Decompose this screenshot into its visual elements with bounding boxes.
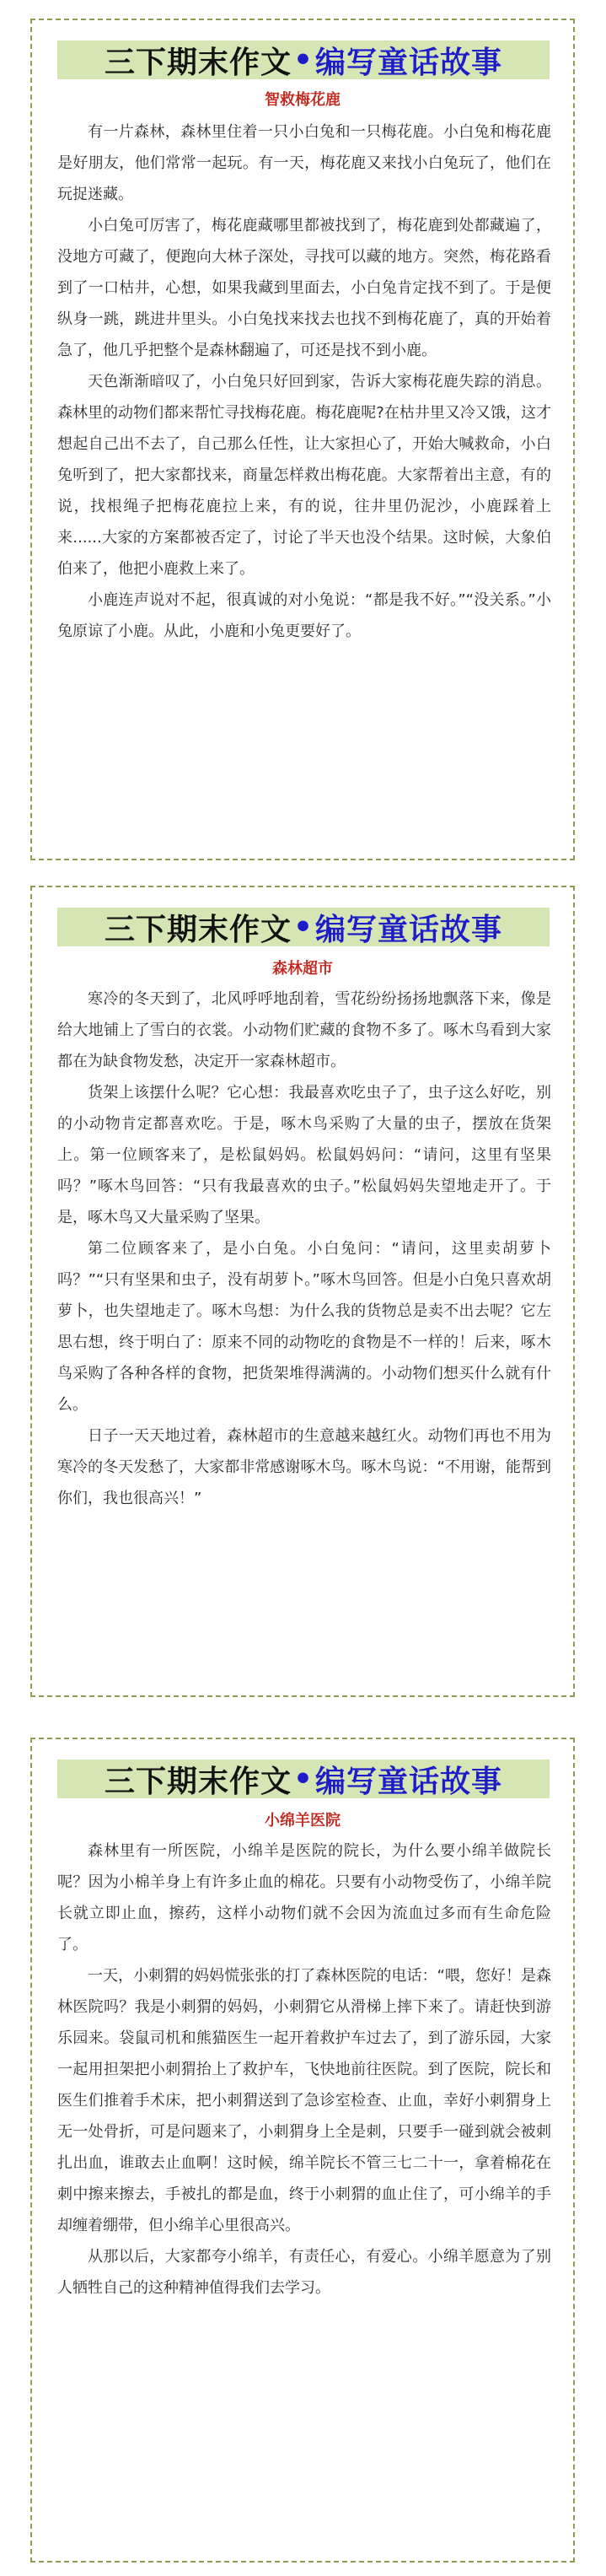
header-banner	[57, 908, 550, 946]
story-paragraph: 第二位顾客来了，是小白兔。小白兔问：“请问，这里卖胡萝卜吗？”“只有坚果和虫子，没有胡萝卜。”啄木鸟回答。但是小白兔只喜欢胡萝卜，也失望地走了。啄木鸟想：为什么我的货物总是卖不出去呢？它左思右想，终于明白了：原来不同的动物吃的食物是不一样的！后来，啄木鸟采购了各种各样的食物，把货架堆得满满的。小动物们想买什么就有什么。	[57, 1240, 551, 1414]
story-body	[57, 1835, 551, 2304]
story-card	[30, 19, 575, 860]
story-body	[57, 116, 551, 647]
banner-title: 三下期末作文	[104, 912, 292, 947]
banner-subtitle: 编写童话故事	[315, 912, 503, 947]
story-card	[30, 886, 575, 1697]
story-paragraph: 森林里有一所医院，小绵羊是医院的院长，为什么要小绵羊做院长呢？因为小棉羊身上有许多止血的棉花。只要有小动物受伤了，小绵羊院长就立即止血，擦药，这样小动物们就不会因为流血过多而有生命危险了。	[57, 1842, 551, 1954]
story-title: 智救梅花鹿	[265, 91, 341, 109]
story-paragraph: 日子一天天地过着，森林超市的生意越来越红火。动物们再也不用为寒冷的冬天发愁了，大家都非常感谢啄木鸟。啄木鸟说：“不用谢，能帮到你们，我也很高兴！”	[57, 1427, 551, 1507]
story-paragraph: 小白兔可厉害了，梅花鹿藏哪里都被找到了，梅花鹿到处都藏遍了，没地方可藏了，便跑向大林子深处，寻找可以藏的地方。突然，梅花路看到了一口枯井，心想，如果我藏到里面去，小白兔肯定找不到了。于是便纵身一跳，跳进井里头。小白兔找来找去也找不到梅花鹿了，真的开始着急了，他几乎把整个是森林翻遍了，可还是找不到小鹿。	[57, 217, 551, 359]
header-banner	[57, 1760, 550, 1798]
header-banner	[57, 40, 550, 79]
story-title: 森林超市	[272, 960, 333, 978]
story-card	[30, 1738, 575, 2563]
banner-dot: •	[292, 1761, 314, 1797]
story-paragraph: 从那以后，大家都夸小绵羊，有责任心，有爱心。小绵羊愿意为了别人牺牲自己的这种精神值得我们去学习。	[57, 2248, 551, 2297]
banner-title: 三下期末作文	[104, 1764, 292, 1799]
banner-title: 三下期末作文	[104, 45, 292, 80]
story-paragraph: 天色渐渐暗叹了，小白兔只好回到家，告诉大家梅花鹿失踪的消息。森林里的动物们都来帮忙寻找梅花鹿。梅花鹿呢?在枯井里又冷又饿，这才想起自己出不去了，自己那么任性，让大家担心了，开始大喊救命，小白兔听到了，把大家都找来，商量怎样救出梅花鹿。大家帮着出主意，有的说，找根绳子把梅花鹿拉上来，有的说，往井里仍泥沙，小鹿踩着上来......大家的方案都被否定了，讨论了半天也没个结果。这时候，大象伯伯来了，他把小鹿救上来了。	[57, 373, 551, 578]
story-paragraph: 货架上该摆什么呢？它心想：我最喜欢吃虫子了，虫子这么好吃，别的小动物肯定都喜欢吃。于是，啄木鸟采购了大量的虫子，摆放在货架上。第一位顾客来了，是松鼠妈妈。松鼠妈妈问：“请问，这里有坚果吗？”啄木鸟回答：“只有我最喜欢的虫子。”松鼠妈妈失望地走开了。于是，啄木鸟又大量采购了坚果。	[57, 1084, 551, 1226]
story-paragraph: 一天，小刺猬的妈妈慌张张的打了森林医院的电话：“喂，您好！是森林医院吗？我是小刺猬的妈妈，小刺猬它从滑梯上摔下来了。请赶快到游乐园来。袋鼠司机和熊猫医生一起开着救护车过去了，到了游乐园，大家一起用担架把小刺猬抬上了救护车，飞快地前往医院。到了医院，院长和医生们推着手术床，把小刺猬送到了急诊室检查、止血，幸好小刺猬身上无一处骨折，可是问题来了，小刺猬身上全是刺，只要手一碰到就会被刺扎出血，谁敢去止血啊！这时候，绵羊院长不管三七二十一，拿着棉花在刺中擦来擦去，手被扎的都是血，终于小刺猬的血止住了，可小绵羊的手却缠着绷带，但小绵羊心里很高兴。	[57, 1967, 551, 2234]
story-paragraph: 有一片森林，森林里住着一只小白兔和一只梅花鹿。小白兔和梅花鹿是好朋友，他们常常一起玩。有一天，梅花鹿又来找小白兔玩了，他们在玩捉迷藏。	[57, 123, 551, 203]
story-title: 小绵羊医院	[265, 1812, 341, 1830]
story-paragraph: 小鹿连声说对不起，很真诚的对小兔说：“都是我不好。”“没关系。”小兔原谅了小鹿。从此，小鹿和小兔更要好了。	[57, 591, 551, 640]
banner-dot: •	[292, 42, 314, 78]
banner-subtitle: 编写童话故事	[315, 45, 503, 80]
banner-subtitle: 编写童话故事	[315, 1764, 503, 1799]
story-body	[57, 984, 551, 1514]
banner-dot: •	[292, 909, 314, 945]
story-paragraph: 寒冷的冬天到了，北风呼呼地刮着，雪花纷纷扬扬地飘落下来，像是给大地铺上了雪白的衣裳。小动物们贮藏的食物不多了。啄木鸟看到大家都在为缺食物发愁，决定开一家森林超市。	[57, 990, 551, 1070]
